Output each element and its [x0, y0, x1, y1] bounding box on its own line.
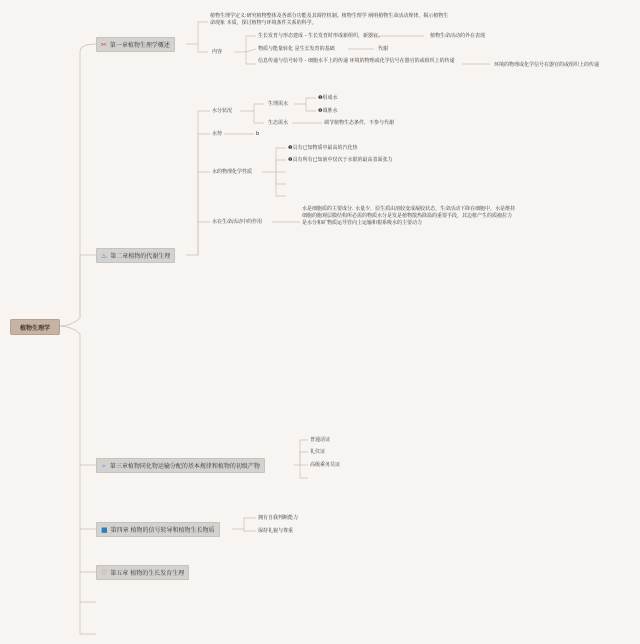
ch2-water-potential: 水势 — [212, 131, 223, 137]
chapter-1-node[interactable] — [96, 37, 175, 52]
flame-icon: ♨ — [101, 251, 108, 260]
ch2-bound-water: 生理需水 — [268, 101, 289, 107]
ch2-eco-water: 生态需水 — [268, 120, 289, 126]
ch3-item-3: 高级乘务员证 — [310, 462, 341, 468]
ch3-item-2: 礼仪证 — [310, 449, 326, 455]
chapter-5-node[interactable] — [96, 565, 189, 580]
ch2-water-potential-b: b — [256, 131, 260, 137]
chapter-3-label: 第三章植物同化物运输分配的基本规律和植物的初级产物 — [109, 463, 260, 470]
ch4-item-2: 保持礼貌与尊重 — [258, 528, 294, 534]
ch2-physchem: 水的物理化学性质 — [212, 169, 253, 175]
square-icon: ■ — [101, 525, 108, 534]
ch2-physchem-2: ❷具有所有已知液中仅次于水银的最高表面张力 — [288, 157, 393, 163]
chapter-2-node[interactable] — [96, 248, 175, 263]
chapter-4-label: 第四章 植物的信号转导和植物生长物质 — [110, 527, 215, 534]
ch1-signal: 信息传递与信号转导 - 细胞水平上的传递 环境的物理或化学信号在器官的或组织上的传递 — [258, 58, 455, 64]
ch2-role: 水在生命活动中的作用 — [212, 219, 263, 225]
ch2-bound-2: ❷调胜水 — [318, 108, 338, 114]
ch2-eco-note: 调节植物生态条件，不参与代谢 — [324, 120, 395, 126]
ch3-item-1: 普通话证 — [310, 437, 331, 443]
ch1-growth-note: 植物生命活动的外在表现 — [430, 33, 486, 39]
ch1-signal-note: 环境的物理或化学信号在器官的或组织上的传递 — [494, 62, 600, 68]
chapter-1-label: 第一章植物生理学概述 — [109, 42, 170, 49]
chapter-2-label: 第二章植物的代谢生理 — [110, 253, 171, 260]
tools-icon: ✂ — [101, 40, 107, 49]
root-node[interactable]: 植物生理学 — [10, 319, 60, 335]
ch1-definition: 植物生理学定义:研究植物整体及各部分功能及其调控机制。植物生理学 阐明植物生命活动规律，揭示植物生命现象 本质，探讨植物与环境条件关系的科学。 — [210, 13, 449, 26]
chapter-3-node[interactable] — [96, 458, 265, 473]
ch2-water-state: 水分状况 — [212, 108, 233, 114]
chapter-5-label: 第五章 植物的生长发育生理 — [110, 570, 185, 577]
ch2-physchem-1: ❶具有已知物质中最高的汽化热 — [288, 145, 358, 151]
ch2-role-text: 水是细胞质的主要成分. 水量少，原生质由溶胶变成凝胶状态，生命活动下降在细胞中，水是维持细胞的胞观层膜结构所必需的物质水分是发是植物散热降温的重要手段，其边框产生的质瘤拉力是水分和矿物质运导管向上运输和根系吸水的主要动力 — [302, 206, 516, 226]
chapter-4-node[interactable] — [96, 522, 220, 537]
heart-icon: ♡ — [101, 568, 108, 577]
paper-plane-icon: ➢ — [101, 461, 107, 470]
ch4-item-1: 拥有自我判断能力 — [258, 515, 299, 521]
ch1-metabolism: 物质与能量转化 是生长发育的基础 — [258, 46, 335, 52]
ch2-bound-1: ❶组成水 — [318, 95, 338, 101]
ch1-content-label: 内容 — [212, 49, 223, 55]
ch1-metabolism-note: 代谢 — [378, 46, 389, 52]
ch1-growth: 生长发育与形态建成 - 生长发育时形成新组织，新器官。 — [258, 33, 383, 39]
